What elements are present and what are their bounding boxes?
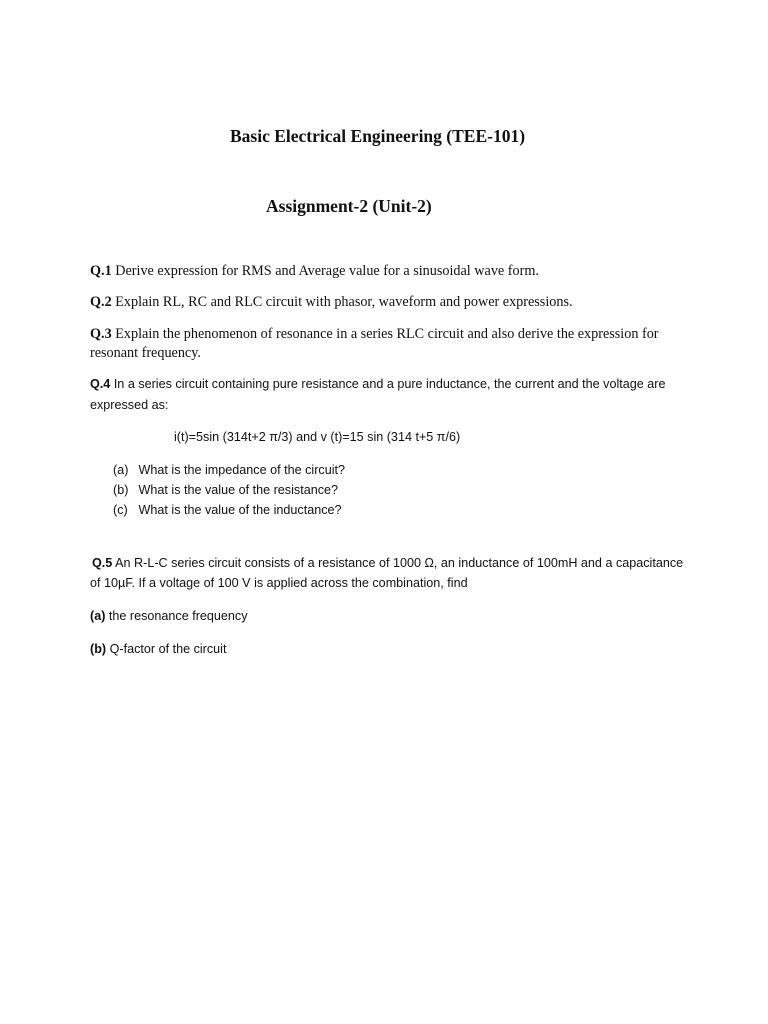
question-4 bbox=[90, 377, 665, 391]
part-b-label: (b) bbox=[90, 642, 107, 656]
option-b-text: What is the value of the resistance? bbox=[138, 483, 339, 497]
question-4-label: Q.4 bbox=[90, 377, 111, 391]
question-2-text: Explain RL, RC and RLC circuit with phasor, waveform and power expressions. bbox=[115, 294, 573, 310]
part-b-text: Q-factor of the circuit bbox=[109, 642, 227, 656]
part-a-label: (a) bbox=[90, 609, 106, 623]
document-title: Basic Electrical Engineering (TEE-101) bbox=[230, 126, 526, 146]
list-item bbox=[113, 503, 342, 517]
list-item bbox=[113, 463, 345, 477]
question-5 bbox=[92, 556, 683, 570]
question-2 bbox=[90, 294, 573, 311]
question-1-text: Derive expression for RMS and Average value for a sinusoidal wave form. bbox=[115, 263, 539, 279]
question-4-equation: i(t)=5sin (314t+2 π/3) and v (t)=15 sin (314 t+5 π/6) bbox=[174, 430, 461, 444]
question-5-text-line2: of 10µF. If a voltage of 100 V is applied across the combination, find bbox=[90, 576, 468, 590]
option-c-label: (c) bbox=[113, 503, 128, 517]
option-a-label: (a) bbox=[113, 463, 129, 477]
question-1-label: Q.1 bbox=[90, 263, 112, 279]
question-5-label: Q.5 bbox=[92, 556, 113, 570]
question-1 bbox=[90, 263, 539, 280]
question-4-text-line2: expressed as: bbox=[90, 398, 169, 412]
list-item bbox=[113, 483, 338, 497]
list-item bbox=[90, 609, 248, 623]
question-2-label: Q.2 bbox=[90, 294, 112, 310]
question-3-text-line2: resonant frequency. bbox=[90, 345, 201, 361]
question-5-text-line1: An R-L-C series circuit consists of a resistance of 1000 Ω, an inductance of 100mH and a capacitance bbox=[115, 556, 684, 570]
assignment-subtitle: Assignment-2 (Unit-2) bbox=[266, 196, 432, 216]
question-3-label: Q.3 bbox=[90, 326, 112, 342]
option-b-label: (b) bbox=[113, 483, 129, 497]
list-item bbox=[90, 642, 226, 656]
question-3 bbox=[90, 326, 659, 343]
question-3-text-line1: Explain the phenomenon of resonance in a series RLC circuit and also derive the expression for bbox=[115, 326, 659, 342]
part-a-text: the resonance frequency bbox=[108, 609, 248, 623]
question-4-text-line1: In a series circuit containing pure resistance and a pure inductance, the current and the voltage are bbox=[113, 377, 666, 391]
option-c-text: What is the value of the inductance? bbox=[138, 503, 342, 517]
option-a-text: What is the impedance of the circuit? bbox=[138, 463, 345, 477]
